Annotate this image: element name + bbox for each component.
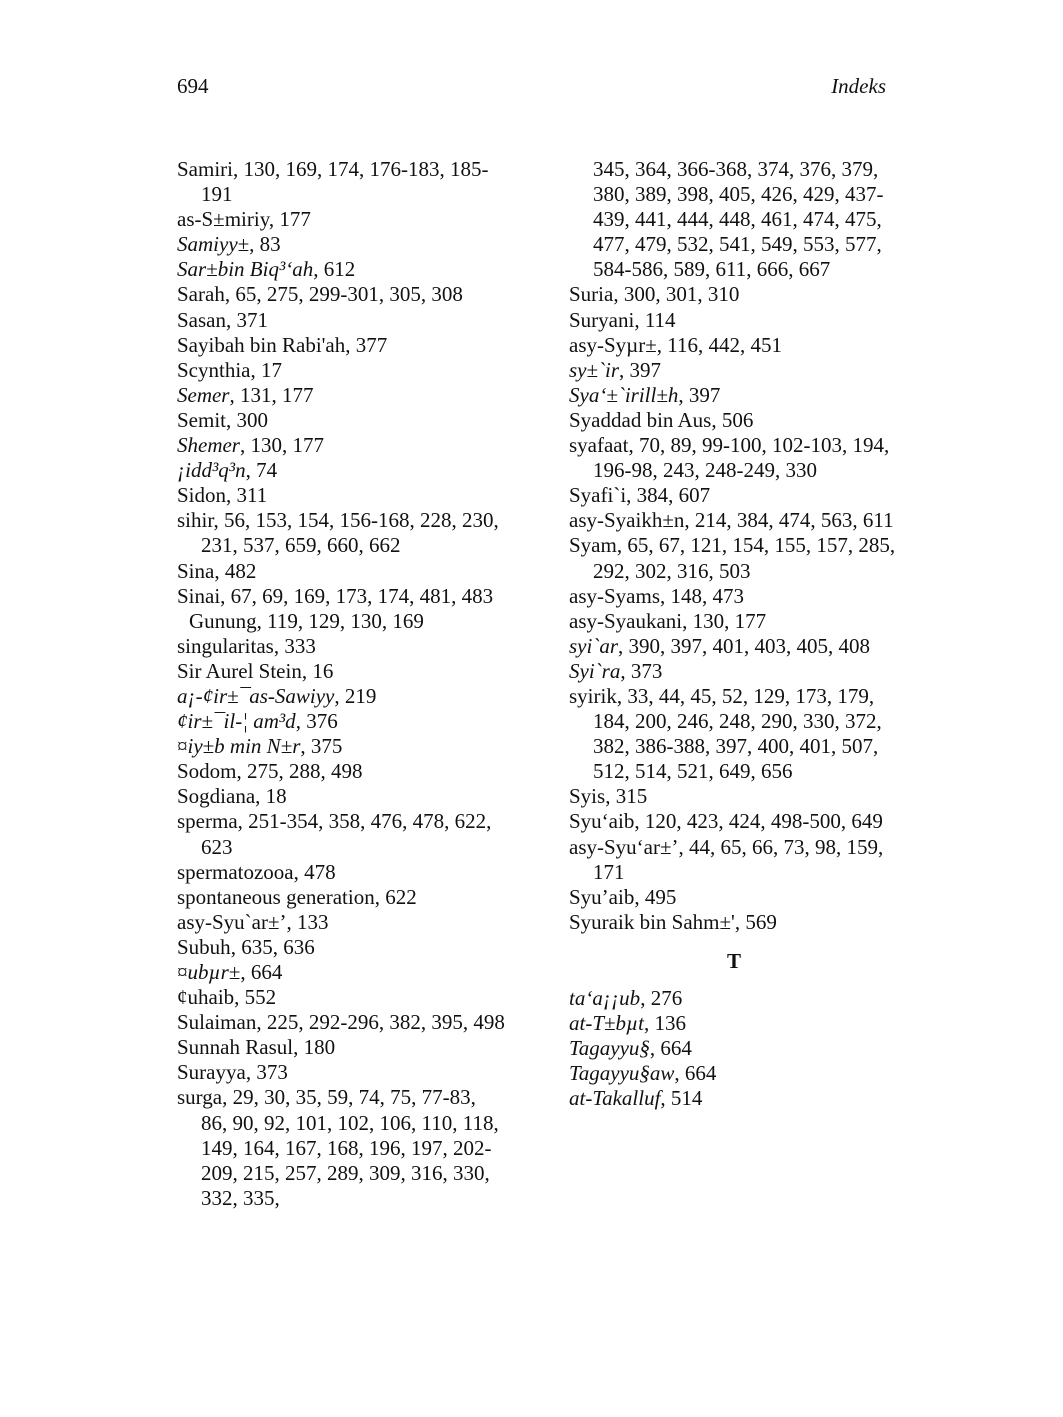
index-entry [569,533,899,583]
index-entry [569,659,899,684]
index-term: Sya‘±`irill±h [569,382,679,407]
index-term: Syis [569,784,606,809]
index-page-refs: , 130, 177 [682,608,767,633]
index-entry [569,986,899,1011]
index-page-refs: , 148, 473 [660,583,744,608]
index-term: Syaddad bin Aus [569,407,712,432]
index-page-refs: , 74 [245,458,278,483]
index-entry [569,282,899,307]
index-entry [177,458,507,483]
index-page-refs: , 377 [345,332,388,357]
index-page-refs: , 225, 292-296, 382, 395, 498 [256,1010,505,1035]
index-page-refs: , 65, 275, 299-301, 305, 308 [224,282,463,307]
index-entry [177,935,507,960]
index-term: Shemer [177,433,240,458]
index-entry [177,885,507,910]
index-term: Sina [177,558,215,583]
index-entry [569,684,899,784]
index-entry [177,985,507,1010]
index-term: Sasan [177,307,226,332]
index-entry [177,1035,507,1060]
index-term: sihir [177,508,214,533]
index-term: Tagayyu§ [569,1036,650,1061]
index-page-refs: , 384, 607 [626,483,711,508]
index-entry [569,483,899,508]
index-term: sy±`ir [569,357,620,382]
index-entry [177,860,507,885]
index-page-refs: , 373 [620,658,663,683]
index-page-refs: , 397 [678,382,721,407]
index-page-refs: , 311 [226,483,268,508]
index-entry [569,1061,899,1086]
index-entry [177,1060,507,1085]
index-entry [177,308,507,333]
index-term: singularitas [177,633,274,658]
index-page-refs: , 33, 44, 45, 52, 129, 173, 179, 184, 200, 246, 248, 290, 330, 372, 382, 386-388, 397, 400, 401, 507, 512, 514, 521, 649, 656 [593,683,882,784]
index-page-refs: , 177 [268,207,311,232]
index-entry [177,584,507,609]
index-entry [177,759,507,784]
index-term: Syuraik bin Sahm±' [569,909,735,934]
index-term: Surayya [177,1060,246,1085]
index-entry [177,383,507,408]
index-page-refs: , 16 [301,658,334,683]
index-entry [569,784,899,809]
index-entry [569,333,899,358]
index-entry [569,584,899,609]
index-term: ¢uhaib [177,985,235,1010]
index-term: syirik [569,683,617,708]
index-page-refs: , 506 [711,407,754,432]
index-page-refs: , 373 [245,1060,288,1085]
index-page-refs: , 635, 636 [230,934,315,959]
index-page-refs: , 664 [649,1036,692,1061]
index-term: asy-Syaukani [569,608,683,633]
index-entry [569,358,899,383]
index-term: Gunung [189,608,257,633]
index-page-refs: , 371 [226,307,268,332]
index-term: Syam [569,533,617,558]
index-page-refs: , 65, 67, 121, 154, 155, 157, 285, 292, 302, 316, 503 [593,533,896,583]
index-page-refs: , 375 [300,734,343,759]
index-term: at-Takalluf [569,1086,661,1111]
index-entry [177,1085,507,1210]
index-term: as-S±miriy [177,207,269,232]
index-entry [569,1011,899,1036]
index-page-refs: , 251-354, 358, 476, 478, 622, 623 [201,809,492,859]
index-page-refs: , 180 [293,1035,336,1060]
index-term: Sinai [177,583,221,608]
index-entry [177,784,507,809]
index-entry [177,960,507,985]
index-page-refs: , 495 [634,884,677,909]
index-page-refs: , 119, 129, 130, 169 [256,608,424,633]
index-page-refs: , 333 [273,633,316,658]
index-term: Syi`ra [569,658,621,683]
index-column-right [569,157,899,1111]
index-entry [569,383,899,408]
index-page-refs: , 664 [674,1061,717,1086]
index-entry [177,734,507,759]
index-page-refs: , 482 [214,558,257,583]
index-page-refs: , 56, 153, 154, 156-168, 228, 230, 231, 537, 659, 660, 662 [201,508,499,558]
index-entry [177,333,507,358]
index-entry [177,1010,507,1035]
index-entry [569,1036,899,1061]
index-page-refs: , 569 [734,909,777,934]
index-term: spontaneous generation [177,884,375,909]
index-page-refs: , 70, 89, 99-100, 102-103, 194, 196-98, 243, 248-249, 330 [593,433,890,483]
index-page-refs: , 44, 65, 66, 73, 98, 159, 171 [593,834,884,884]
index-term: Sarah [177,282,225,307]
index-term: Syafi`i [569,483,627,508]
index-term: Sogdiana [177,784,256,809]
index-page-refs: , 29, 30, 35, 59, 74, 75, 77-83, 86, 90, 92, 101, 102, 106, 110, 118, 149, 164, 167, 168, 196, 197, 202-209, 215, 257, 289, 309, 316, 330, 332, 335, [201,1085,499,1210]
index-term: surga [177,1085,223,1110]
index-term: Semer [177,382,230,407]
index-entry [177,508,507,558]
index-entry [177,709,507,734]
index-term: sperma [177,809,238,834]
index-page-refs: , 133 [286,909,329,934]
index-entry [177,358,507,383]
index-page-refs: , 300 [226,407,269,432]
index-term: Sayibah bin Rabi'ah [177,332,346,357]
index-entry [177,559,507,584]
index-page-refs: , 131, 177 [229,382,314,407]
index-page-refs: , 18 [255,784,287,809]
index-entry [177,207,507,232]
index-entry [177,684,507,709]
index-term: spermatozooa [177,859,294,884]
right-entries [569,282,899,934]
index-page-refs: , 315 [605,784,648,809]
index-page-refs: , 275, 288, 498 [236,759,363,784]
t-entries [569,986,899,1111]
index-term: Semit [177,407,227,432]
index-term: Sulaiman [177,1010,257,1035]
running-title: Indeks [831,74,886,98]
index-page-refs: , 300, 301, 310 [613,282,740,307]
index-entry [177,659,507,684]
index-entry [569,508,899,533]
index-entry [569,835,899,885]
page-header [177,74,886,102]
index-term: asy-Syams [569,583,660,608]
index-page-refs: , 219 [334,683,377,708]
index-page-refs: , 514 [660,1086,703,1111]
index-term: ¡idd³q³n [177,458,246,483]
index-term: Sidon [177,483,227,508]
index-entry [177,809,507,859]
index-entry [177,157,507,207]
index-term: Samiri [177,157,233,181]
index-term: Subuh [177,934,231,959]
index-page-refs: , 622 [374,884,417,909]
continued-refs: 345, 364, 366-368, 374, 376, 379, 380, 389, 398, 405, 426, 429, 437-439, 441, 444, 448, 461, 474, 475, 477, 479, 532, 541, 549, 553, 577, 584-586, 589, 611, 666, 667 [593,157,884,282]
index-entry [569,408,899,433]
index-term: Sir Aurel Stein [177,658,302,683]
index-entry [177,232,507,257]
index-page-refs: , 612 [313,257,356,282]
index-page-refs: , 664 [240,960,283,984]
index-term: syafaat [569,433,629,458]
page-number: 694 [177,74,209,98]
index-term: Scynthia [177,357,251,382]
index-page-refs: , 130, 177 [239,433,324,458]
index-entry [177,433,507,458]
index-term: Tagayyu§aw [569,1061,675,1086]
index-page-refs: , 67, 69, 169, 173, 174, 481, 483 [220,583,494,608]
index-entry [177,609,507,634]
index-term: ¤iy±b min N±r [177,734,301,759]
index-term: ¢ir±¯il-¦ am³d [177,709,296,734]
index-term: Syu‘aib [569,809,635,834]
index-term: syi`ar [569,633,618,658]
index-term: Syu’aib [569,884,635,909]
index-term: asy-Syaikh±n [569,508,685,533]
index-entry [177,634,507,659]
index-entry [177,282,507,307]
index-page-refs: , 397 [619,357,662,382]
index-entry [569,910,899,935]
index-entry [569,634,899,659]
index-entry [569,308,899,333]
index-column-left [177,157,507,1211]
index-entry [569,1086,899,1111]
index-term: Sunnah Rasul [177,1035,294,1060]
index-term: a¡-¢ir±¯as-Sawiyy [177,683,335,708]
index-page-refs: , 376 [295,709,338,734]
index-entry [177,257,507,282]
index-page-refs: , 276 [640,986,683,1010]
index-page-refs: , 114 [634,307,676,332]
index-entry [569,885,899,910]
index-page-refs: , 116, 442, 451 [656,332,783,357]
section-letter: T [726,948,741,973]
index-term: asy-Syµr± [569,332,657,357]
index-term: Sodom [177,759,237,784]
index-entry [177,910,507,935]
index-page-refs: , 83 [249,232,281,257]
index-term: ¤ubµr± [177,960,241,984]
index-term: Samiyy± [177,232,250,257]
index-page-refs: , 136 [643,1011,686,1036]
index-term: Suryani [569,307,635,332]
index-page-refs: , 130, 169, 174, 176-183, 185-191 [201,157,489,207]
index-term: asy-Syu‘ar±’ [569,834,679,859]
index-page-refs: , 390, 397, 401, 403, 405, 408 [618,633,870,658]
index-term: Sar±bin Biq³‘ah [177,257,314,282]
index-term: ta‘a¡¡ub [569,986,641,1010]
index-entry [177,483,507,508]
index-page-refs: , 120, 423, 424, 498-500, 649 [634,809,883,834]
index-entry [569,609,899,634]
index-term: Suria [569,282,614,307]
index-page-refs: , 552 [234,985,277,1010]
index-term: asy-Syu`ar±’ [177,909,287,934]
index-page-refs: , 478 [293,859,336,884]
index-entry [569,809,899,834]
index-entry [177,408,507,433]
index-entry [569,433,899,483]
index-page-refs: , 17 [250,357,282,382]
index-term: at-T±bµt [569,1011,644,1036]
index-page-refs: , 214, 384, 474, 563, 611 [684,508,894,533]
